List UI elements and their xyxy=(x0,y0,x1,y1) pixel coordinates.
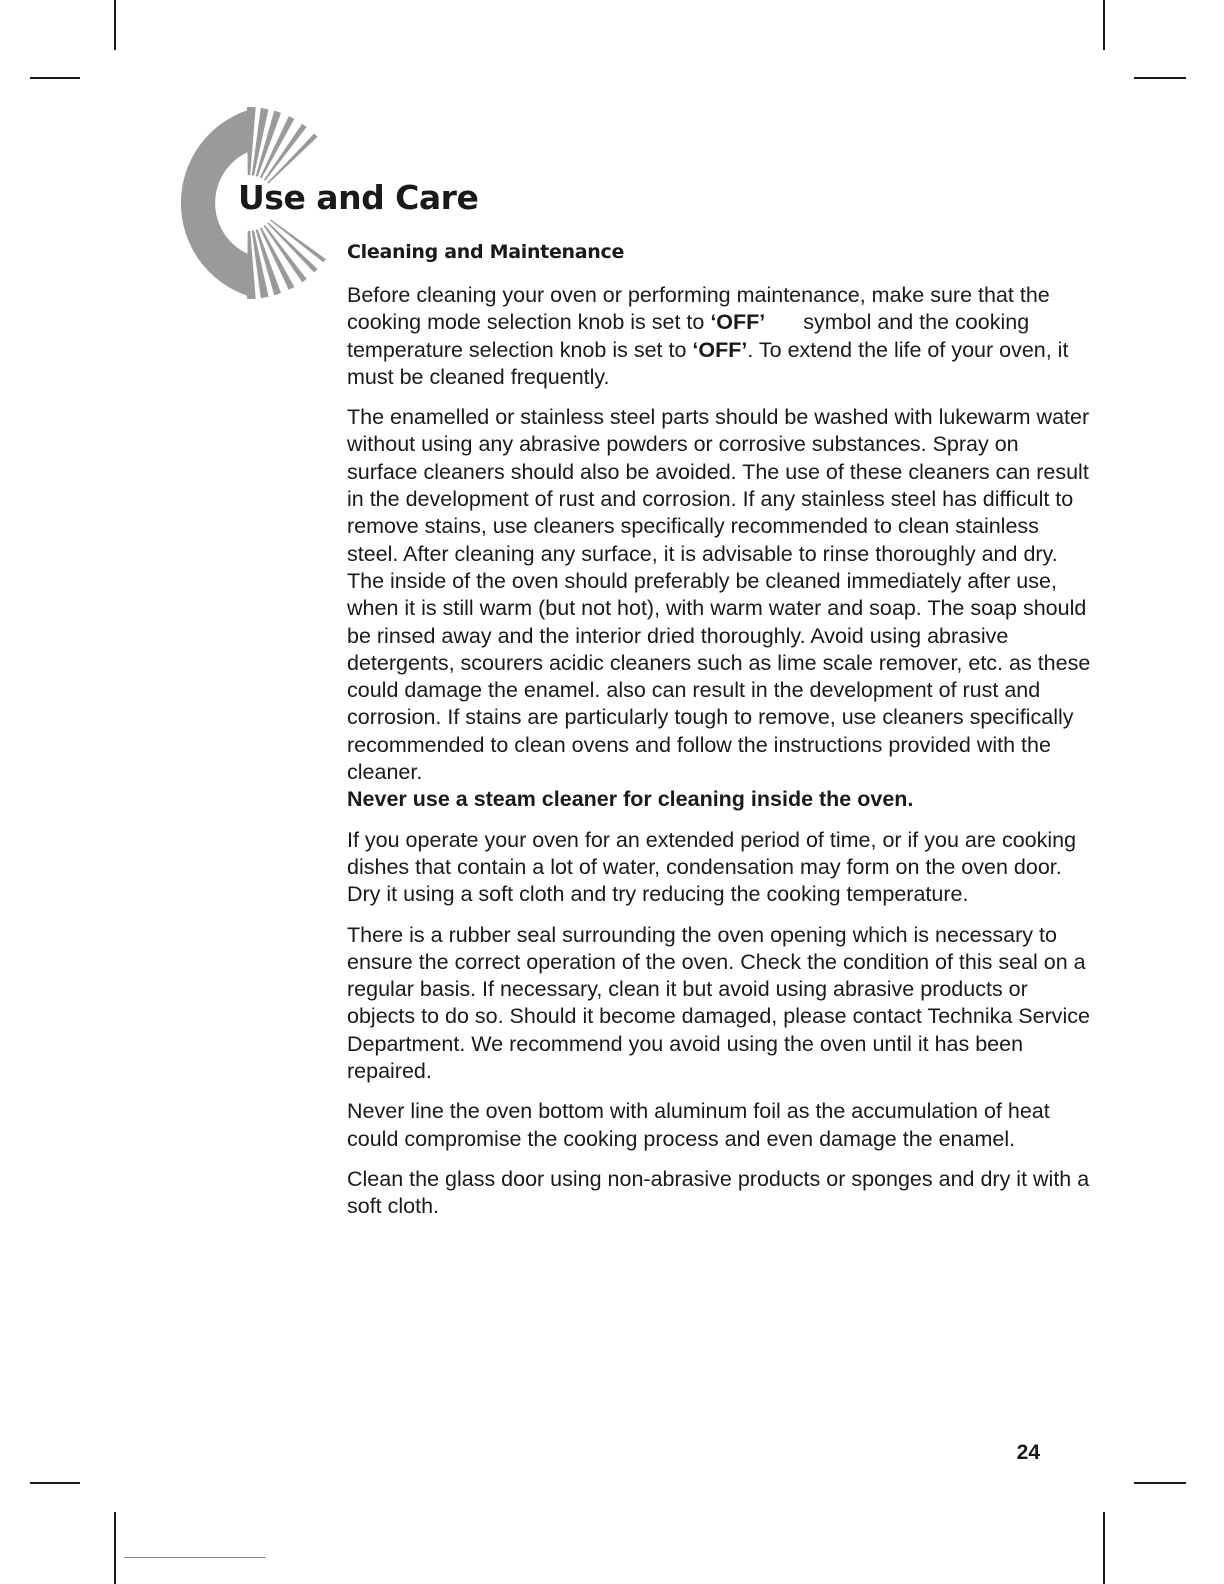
crop-mark xyxy=(1103,0,1105,50)
body-text xyxy=(347,282,1092,1234)
crop-mark xyxy=(1134,1482,1186,1484)
paragraph-aluminum-foil: Never line the oven bottom with aluminum foil as the accumulation of heat could compromise the cooking process and even damage the enamel. xyxy=(347,1099,1050,1151)
sunburst-ray xyxy=(270,219,326,262)
link-underline xyxy=(124,1557,266,1558)
off-label: ‘OFF’ xyxy=(692,337,748,362)
paragraph-power-off: Before cleaning your oven or performing maintenance, make sure that the cooking mode selection knob is set to ‘OFF’ symbol and the cooking temperature selection knob is set to ‘OFF’. To extend the life of your oven, it must be cleaned frequently. xyxy=(347,283,1069,389)
paragraph-stainless: The enamelled or stainless steel parts should be washed with lukewarm water without using any abrasive powders or corrosive substances. Spray on surface cleaners should also be avoided. The use of these cleaners can result in the development of rust and corrosion. If any stainless steel has difficult to remove stains, use cleaners specifically recommended to clean stainless steel. After cleaning any surface, it is advisable to rinse thoroughly and dry. xyxy=(347,405,1090,566)
steam-cleaner-warning: Never use a steam cleaner for cleaning inside the oven. xyxy=(347,787,914,812)
crop-mark xyxy=(1103,1512,1105,1584)
paragraph-rubber-seal: There is a rubber seal surrounding the oven opening which is necessary to ensure the correct operation of the oven. Check the condition of this seal on a regular basis. If necessary, clean it but avoid using abrasive products or objects to do so. Should it become damaged, please contact Technika Service Department. We recommend you avoid using the oven until it has been repaired. xyxy=(347,922,1090,1084)
crop-mark xyxy=(114,1512,116,1584)
crop-mark xyxy=(30,77,80,79)
paragraph-interior: The inside of the oven should preferably be cleaned immediately after use, when it is still warm (but not hot), with warm water and soap. The soap should be rinsed away and the interior dried thoroughly. Avoid using abrasive detergents, scourers acidic cleaners such as lime scale remover, etc. as these could damage the enamel. also can result in the development of rust and corrosion. If stains are particularly tough to remove, use cleaners specifically recommended to clean ovens and follow the instructions provided with the cleaner. xyxy=(347,568,1091,785)
page-number: 24 xyxy=(1016,1441,1040,1464)
crop-mark xyxy=(30,1482,80,1484)
crop-mark xyxy=(1134,77,1186,79)
section-heading: Cleaning and Maintenance xyxy=(347,241,625,263)
page-title: Use and Care xyxy=(238,178,479,217)
crop-mark xyxy=(114,0,116,50)
paragraph-condensation: If you operate your oven for an extended period of time, or if you are cooking dishes that contain a lot of water, condensation may form on the oven door. Dry it using a soft cloth and try reducing the cooking temperature. xyxy=(347,827,1077,907)
off-label: ‘OFF’ xyxy=(710,310,766,335)
paragraph-glass-door: Clean the glass door using non-abrasive products or sponges and dry it with a soft cloth. xyxy=(347,1166,1090,1219)
